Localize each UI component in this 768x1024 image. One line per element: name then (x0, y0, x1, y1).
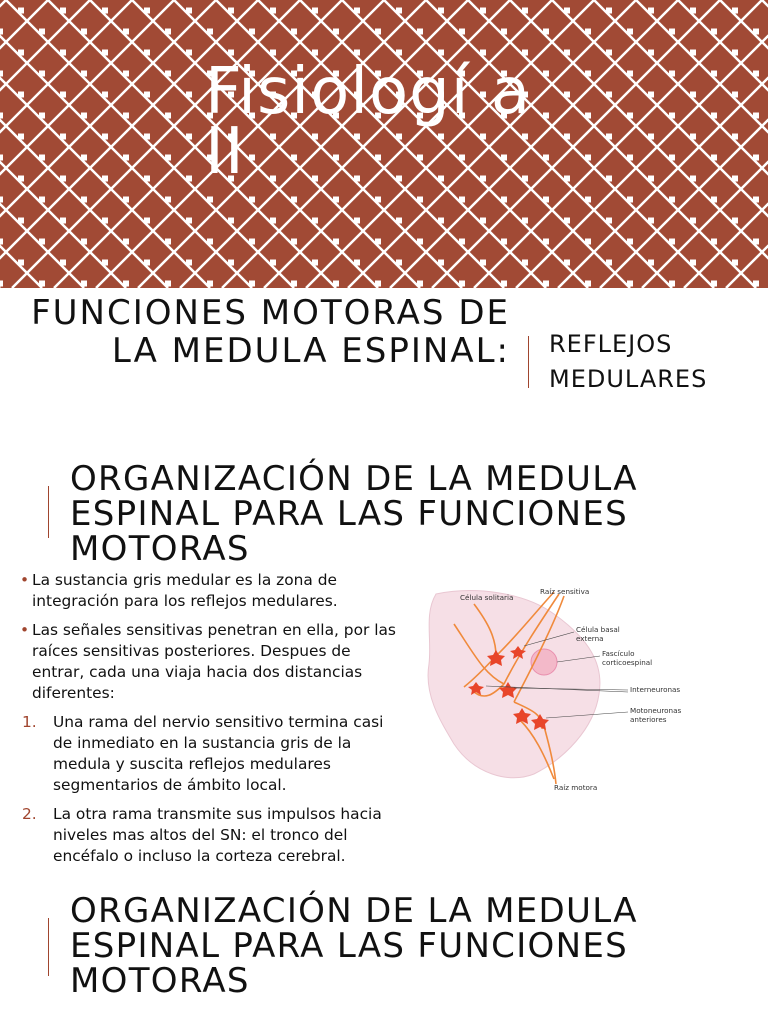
slide-body (20, 570, 400, 875)
slide-heading: ORGANIZACIÓN DE LA MEDULA ESPINAL PARA LAS FUNCIONES MOTORAS (70, 459, 638, 569)
section-title: FUNCIONES MOTORAS DE LA MEDULA ESPINAL: (31, 293, 510, 371)
presentation-title: Fisiologí a II (205, 55, 532, 189)
item-text: Una rama del nervio sensitivo termina casi de inmediato en la sustancia gris de la medula y suscita reflejos medulares segmentarios de ámbito local. (53, 713, 384, 794)
label-raiz-sensitiva: Raíz sensitiva (540, 587, 590, 596)
label-motoneuronas: Motoneuronas (630, 706, 682, 715)
label-celula-solitaria: Célula solitaria (460, 593, 514, 602)
section-subtitle: REFLEJOS MEDULARES (549, 330, 708, 393)
heading-accent-line (48, 918, 49, 976)
label-externa: externa (576, 634, 604, 643)
heading-accent-line (48, 486, 49, 538)
bullet-marker: • (20, 571, 30, 589)
section-divider (528, 336, 529, 388)
numbered-item (20, 804, 400, 867)
label-raiz-motora: Raíz motora (554, 783, 598, 792)
item-number: 2. (22, 805, 37, 823)
item-text: La otra rama transmite sus impulsos hacia niveles mas altos del SN: el tronco del encéfalo o incluso la corteza cerebral. (53, 805, 382, 865)
spinal-cord-diagram (414, 584, 754, 794)
bullet-text: Las señales sensitivas penetran en ella, por las raíces sensitivas posteriores. Despues de entrar, cada una viaja hacia dos distancias diferentes: (32, 621, 396, 702)
item-number: 1. (22, 713, 37, 731)
bullet-marker: • (20, 621, 30, 639)
label-interneuronas: Interneuronas (630, 685, 681, 694)
numbered-item (20, 712, 400, 796)
title-banner (0, 0, 768, 288)
bullet-item (20, 570, 400, 612)
gray-matter-shape (428, 591, 600, 778)
label-fasciculo: Fascículo (602, 649, 635, 658)
label-corticoespinal: corticoespinal (602, 658, 653, 667)
bullet-text: La sustancia gris medular es la zona de integración para los reflejos medulares. (32, 571, 338, 610)
bullet-item (20, 620, 400, 704)
label-anteriores: anteriores (630, 715, 667, 724)
slide-heading: ORGANIZACIÓN DE LA MEDULA ESPINAL PARA LAS FUNCIONES MOTORAS (70, 891, 638, 1001)
label-celula-basal: Célula basal (576, 625, 620, 634)
